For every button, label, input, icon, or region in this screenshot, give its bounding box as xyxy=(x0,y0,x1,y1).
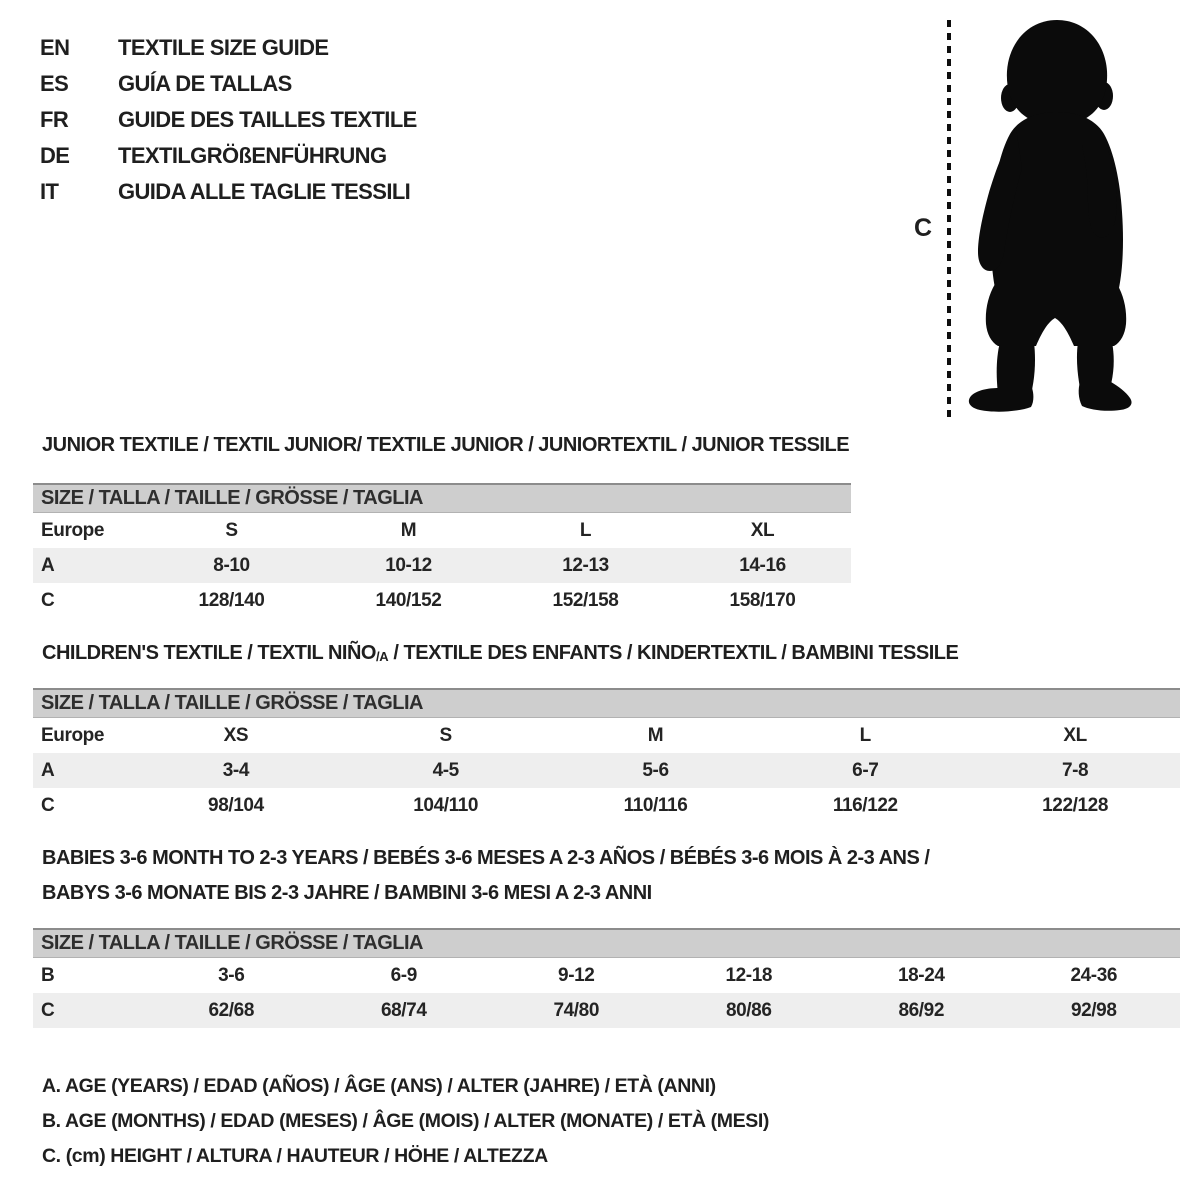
lang-row-it xyxy=(40,174,417,210)
lang-row-es xyxy=(40,66,417,102)
table-cell: 3-6 xyxy=(218,964,245,986)
table-cell: 104/110 xyxy=(413,794,479,816)
children-section-title xyxy=(42,640,958,670)
legend xyxy=(42,1069,769,1174)
table-cell: 116/122 xyxy=(832,794,898,816)
language-title-block xyxy=(40,30,417,210)
junior-size-table xyxy=(33,483,851,618)
table-cell: 3-4 xyxy=(222,759,250,781)
height-measure-dashed-line xyxy=(947,20,951,417)
toddler-silhouette-icon xyxy=(958,16,1140,420)
babies-title-line2: BABYS 3-6 MONATE BIS 2-3 JAHRE / BAMBINI 3-6 MESI A 2-3 ANNI xyxy=(42,882,652,904)
lang-title: GUIDE DES TAILLES TEXTILE xyxy=(118,107,417,132)
table-cell: L xyxy=(579,519,592,541)
table-row xyxy=(33,753,1180,788)
table-cell: M xyxy=(400,519,417,541)
table-cell: 122/128 xyxy=(1042,794,1109,816)
lang-title: GUIDA ALLE TAGLIE TESSILI xyxy=(118,179,411,204)
table-cell: XL xyxy=(1063,724,1087,746)
table-cell: M xyxy=(647,724,664,746)
table-cell: 5-6 xyxy=(642,759,669,781)
table-cell: 12-18 xyxy=(725,964,773,986)
table-cell: 80/86 xyxy=(725,999,772,1021)
table-cell: 18-24 xyxy=(897,964,945,986)
table-row xyxy=(33,548,851,583)
babies-section-title xyxy=(42,841,929,911)
table-cell: 9-12 xyxy=(558,964,595,986)
table-cell: 14-16 xyxy=(739,554,786,576)
table-cell: 86/92 xyxy=(898,999,945,1021)
table-cell: 6-7 xyxy=(852,759,879,781)
babies-title-line1: BABIES 3-6 MONTH TO 2-3 YEARS / BEBÉS 3-6 MESES A 2-3 AÑOS / BÉBÉS 3-6 MOIS À 2-3 ANS / xyxy=(42,847,930,869)
table-cell: 152/158 xyxy=(552,589,619,611)
table-cell: 10-12 xyxy=(385,554,432,576)
lang-row-fr xyxy=(40,102,417,138)
table-cell: 24-36 xyxy=(1070,964,1118,986)
babies-size-table xyxy=(33,928,1180,1028)
lang-row-de xyxy=(40,138,417,174)
row-label: C xyxy=(41,589,55,611)
table-row xyxy=(33,718,1180,753)
lang-row-en xyxy=(40,30,417,66)
table-row xyxy=(33,513,851,548)
table-cell: L xyxy=(859,724,871,746)
lang-code: ES xyxy=(40,71,69,96)
table-cell: 128/140 xyxy=(198,589,265,611)
lang-code: IT xyxy=(40,179,59,204)
row-label: Europe xyxy=(41,519,105,541)
table-row xyxy=(33,788,1180,823)
children-size-table xyxy=(33,688,1180,823)
table-cell: 7-8 xyxy=(1061,759,1089,781)
row-label: A xyxy=(41,554,55,576)
size-header-bar: SIZE / TALLA / TAILLE / GRÖSSE / TAGLIA xyxy=(33,928,1180,958)
children-title-subscript: /A xyxy=(375,649,389,664)
size-header-bar: SIZE / TALLA / TAILLE / GRÖSSE / TAGLIA xyxy=(33,483,851,513)
table-cell: 74/80 xyxy=(553,999,600,1021)
children-title-text: CHILDREN'S TEXTILE / TEXTIL NIÑO xyxy=(42,642,376,664)
table-cell: 62/68 xyxy=(208,999,255,1021)
row-label: Europe xyxy=(41,724,105,746)
legend-line-b: B. AGE (MONTHS) / EDAD (MESES) / ÂGE (MOIS) / ALTER (MONATE) / ETÀ (MESI) xyxy=(42,1110,769,1132)
table-cell: 140/152 xyxy=(375,589,442,611)
row-label: B xyxy=(41,964,55,986)
height-measure-label: C xyxy=(914,214,932,242)
row-label: C xyxy=(41,999,55,1021)
table-cell: 158/170 xyxy=(729,589,796,611)
lang-code: FR xyxy=(40,107,69,132)
table-cell: XS xyxy=(223,724,249,746)
children-title-text: / TEXTILE DES ENFANTS / KINDERTEXTIL / BAMBINI TESSILE xyxy=(388,642,959,664)
table-cell: 92/98 xyxy=(1070,999,1117,1021)
table-cell: 110/116 xyxy=(623,794,688,816)
table-row xyxy=(33,993,1180,1028)
table-row xyxy=(33,958,1180,993)
table-row xyxy=(33,583,851,618)
legend-line-a: A. AGE (YEARS) / EDAD (AÑOS) / ÂGE (ANS) / ALTER (JAHRE) / ETÀ (ANNI) xyxy=(42,1075,716,1097)
junior-section-title: JUNIOR TEXTILE / TEXTIL JUNIOR/ TEXTILE JUNIOR / JUNIORTEXTIL / JUNIOR TESSILE xyxy=(42,434,850,456)
row-label: C xyxy=(41,794,55,816)
table-cell: 6-9 xyxy=(390,964,417,986)
lang-code: EN xyxy=(40,35,70,60)
table-cell: 12-13 xyxy=(562,554,609,576)
table-cell: 4-5 xyxy=(432,759,459,781)
size-header-bar: SIZE / TALLA / TAILLE / GRÖSSE / TAGLIA xyxy=(33,688,1180,718)
table-cell: S xyxy=(439,724,452,746)
lang-title: TEXTILGRÖßENFÜHRUNG xyxy=(118,143,387,168)
table-cell: XL xyxy=(750,519,775,541)
lang-title: GUÍA DE TALLAS xyxy=(118,71,292,96)
table-cell: 8-10 xyxy=(213,554,250,576)
row-label: A xyxy=(41,759,55,781)
legend-line-c: C. (cm) HEIGHT / ALTURA / HAUTEUR / HÖHE / ALTEZZA xyxy=(42,1145,548,1167)
table-cell: 98/104 xyxy=(208,794,264,816)
table-cell: 68/74 xyxy=(380,999,427,1021)
lang-code: DE xyxy=(40,143,70,168)
table-cell: S xyxy=(225,519,238,541)
lang-title: TEXTILE SIZE GUIDE xyxy=(118,35,329,60)
